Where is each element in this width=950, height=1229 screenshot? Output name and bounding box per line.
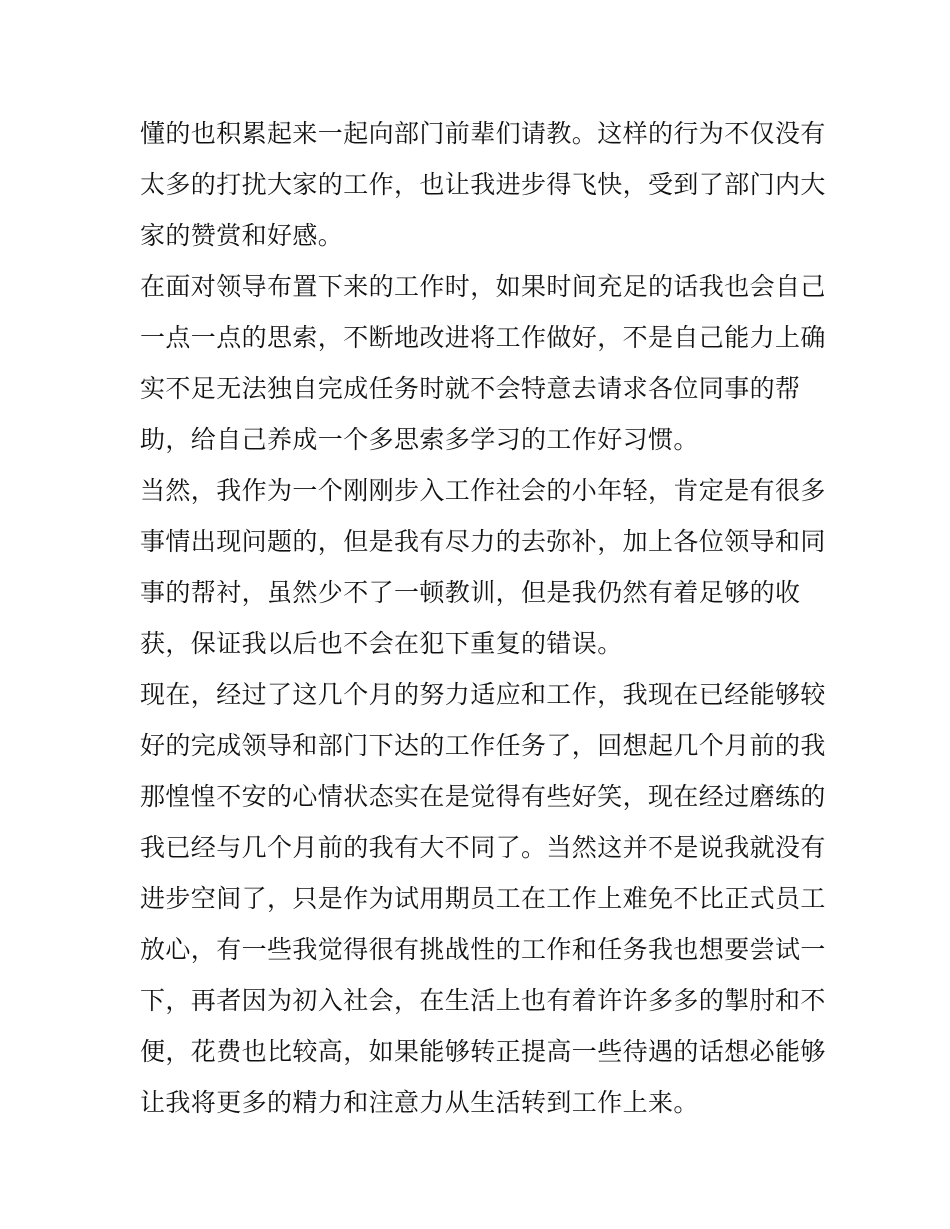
text-line: 家的赞赏和好感。 bbox=[140, 221, 344, 250]
text-line: 便，花费也比较高，如果能够转正提高一些待遇的话想必能够 bbox=[140, 1037, 826, 1066]
text-line: 下，再者因为初入社会，在生活上也有着许许多多的掣肘和不 bbox=[140, 986, 826, 1015]
text-line: 好的完成领导和部门下达的工作任务了，回想起几个月前的我 bbox=[140, 731, 826, 760]
text-line: 进步空间了，只是作为试用期员工在工作上难免不比正式员工 bbox=[140, 884, 826, 913]
text-line: 在面对领导布置下来的工作时，如果时间充足的话我也会自己 bbox=[140, 272, 826, 301]
text-line: 现在，经过了这几个月的努力适应和工作，我现在已经能够较 bbox=[140, 680, 826, 709]
text-line: 获，保证我以后也不会在犯下重复的错误。 bbox=[140, 629, 623, 658]
document-body bbox=[140, 108, 826, 1128]
text-line: 当然，我作为一个刚刚步入工作社会的小年轻，肯定是有很多 bbox=[140, 476, 826, 505]
text-line: 一点一点的思索，不断地改进将工作做好，不是自己能力上确 bbox=[140, 323, 826, 352]
text-line: 助，给自己养成一个多思索多学习的工作好习惯。 bbox=[140, 425, 699, 454]
text-line: 放心，有一些我觉得很有挑战性的工作和任务我也想要尝试一 bbox=[140, 935, 826, 964]
text-line: 那惶惶不安的心情状态实在是觉得有些好笑，现在经过磨练的 bbox=[140, 782, 826, 811]
text-line: 事情出现问题的，但是我有尽力的去弥补，加上各位领导和同 bbox=[140, 527, 826, 556]
text-line: 实不足无法独自完成任务时就不会特意去请求各位同事的帮 bbox=[140, 374, 801, 403]
text-line: 我已经与几个月前的我有大不同了。当然这并不是说我就没有 bbox=[140, 833, 826, 862]
text-line: 懂的也积累起来一起向部门前辈们请教。这样的行为不仅没有 bbox=[140, 119, 826, 148]
text-line: 让我将更多的精力和注意力从生活转到工作上来。 bbox=[140, 1088, 699, 1117]
text-line: 事的帮衬，虽然少不了一顿教训，但是我仍然有着足够的收 bbox=[140, 578, 801, 607]
text-line: 太多的打扰大家的工作，也让我进步得飞快，受到了部门内大 bbox=[140, 170, 826, 199]
